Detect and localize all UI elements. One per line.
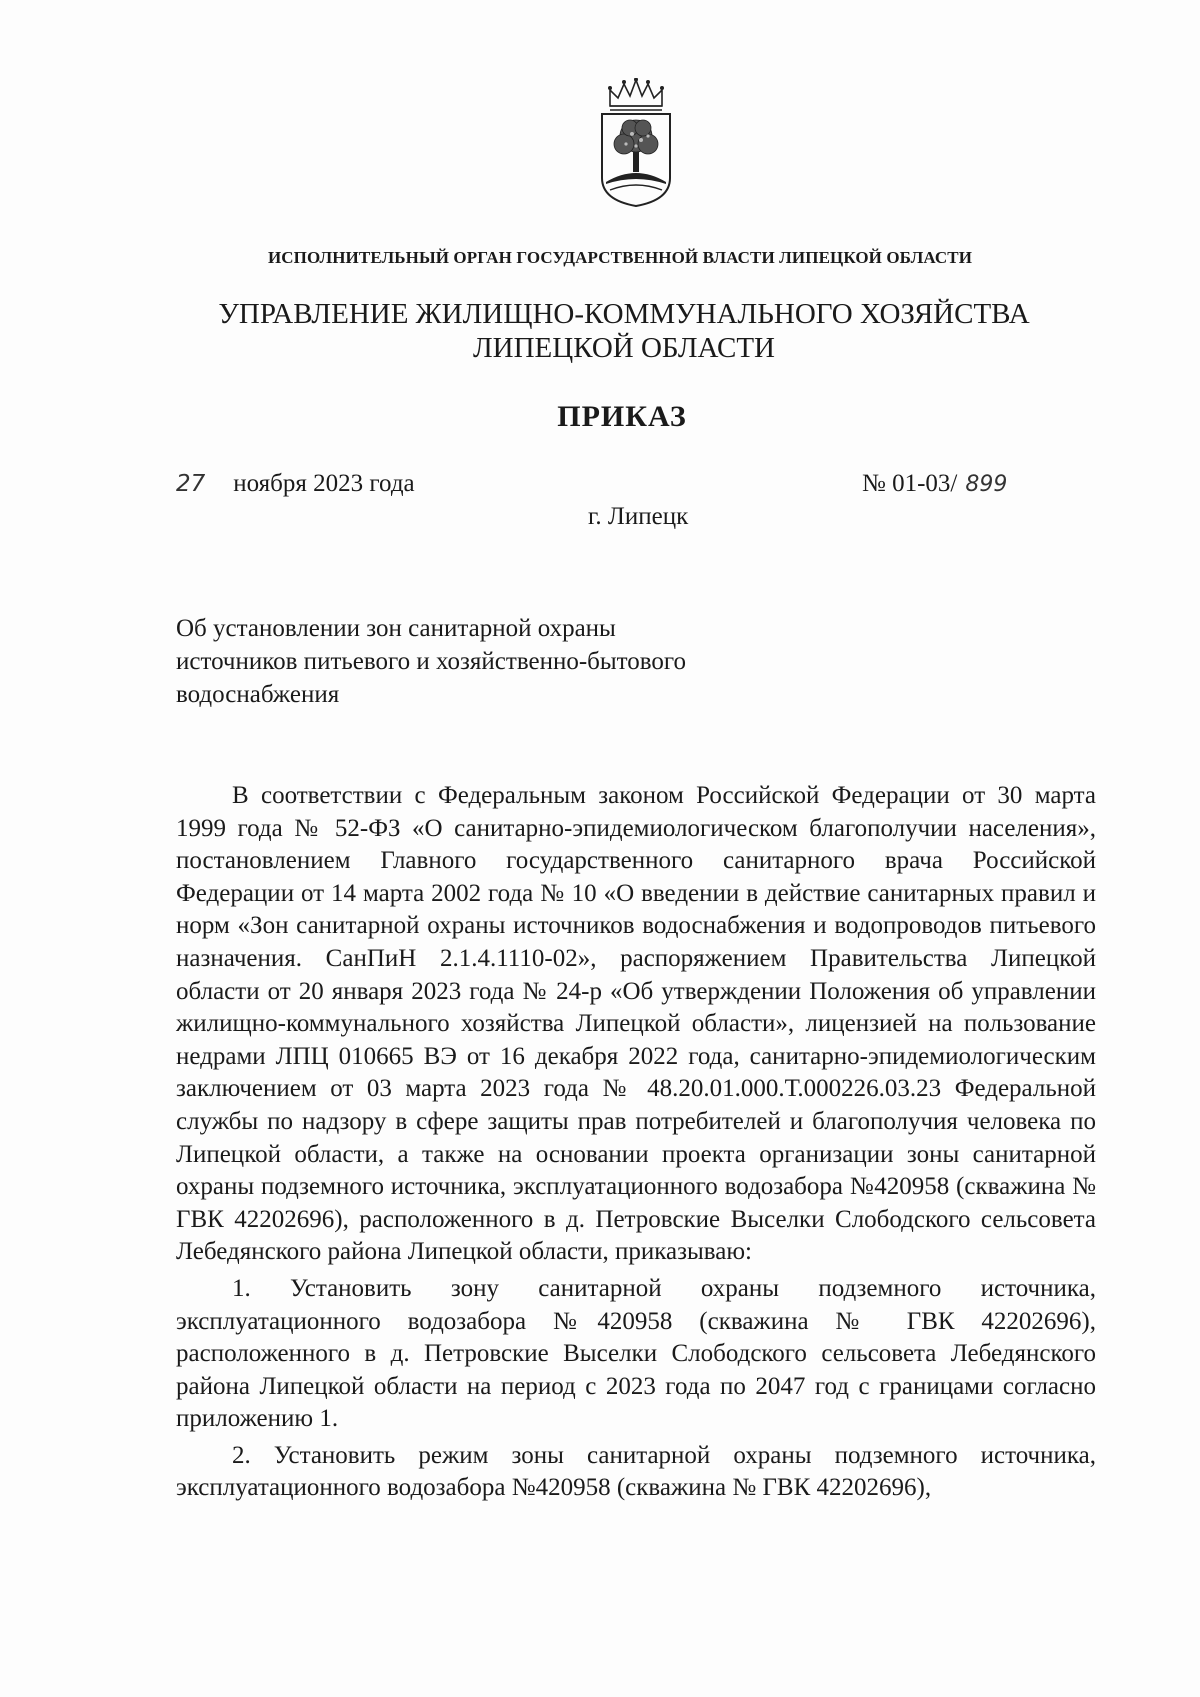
authority-name: ИСПОЛНИТЕЛЬНЫЙ ОРГАН ГОСУДАРСТВЕННОЙ ВЛАСТИ ЛИПЕЦКОЙ ОБЛАСТИ bbox=[267, 248, 973, 267]
body-item-1: 1. Установить зону санитарной охраны подземного источника, эксплуатационного водозабора №420958 (скважина № ГВК 42202696), расположенного в д. Петровские Выселки Слободского сельсовета Лебедянского района Липецкой области на период с 2023 года по 2047 год с границами согласно приложению 1. bbox=[176, 1274, 1096, 1433]
document-city: г. Липецк bbox=[588, 503, 689, 530]
subject-line-3: водоснабжения bbox=[176, 681, 340, 708]
document-number-prefix: № 01-03/ bbox=[862, 470, 958, 497]
document-body bbox=[176, 780, 1096, 1505]
body-item-2: 2. Установить режим зоны санитарной охраны подземного источника, эксплуатационного водозабора №420958 (скважина № ГВК 42202696), bbox=[176, 1441, 1096, 1502]
document-type-title: ПРИКАЗ bbox=[557, 400, 687, 433]
date-day-handwritten: 27 bbox=[176, 471, 206, 497]
organization-name bbox=[0, 297, 1200, 365]
coat-of-arms-icon bbox=[596, 78, 676, 208]
subject-line-2: источников питьевого и хозяйственно-бытового bbox=[176, 648, 687, 675]
document-number-handwritten: 899 bbox=[965, 472, 1008, 497]
organization-name-line-2: ЛИПЕЦКОЙ ОБЛАСТИ bbox=[472, 332, 775, 364]
document-subject bbox=[176, 612, 796, 711]
document-number bbox=[862, 470, 1007, 498]
date-month-year: ноября 2023 года bbox=[233, 470, 415, 497]
subject-line-1: Об установлении зон санитарной охраны bbox=[176, 615, 616, 642]
document-date bbox=[176, 470, 415, 498]
organization-name-line-1: УПРАВЛЕНИЕ ЖИЛИЩНО-КОММУНАЛЬНОГО ХОЗЯЙСТВА bbox=[218, 298, 1030, 330]
body-preamble: В соответствии с Федеральным законом Российской Федерации от 30 марта 1999 года № 52-ФЗ «О санитарно-эпидемиологическом благополучии населения», постановлением Главного государственного санитарного врача Российской Федерации от 14 марта 2002 года № 10 «О введении в действие санитарных правил и норм «Зон санитарной охраны источников водоснабжения и водопроводов питьевого назначения. СанПиН 2.1.4.1110-02», распоряжением Правительства Липецкой области от 20 января 2023 года № 24-р «Об утверждении Положения об управлении жилищно-коммунального хозяйства Липецкой области», лицензией на пользование недрами ЛПЦ 010665 ВЭ от 16 декабря 2022 года, санитарно-эпидемиологическим заключением от 03 марта 2023 года № 48.20.01.000.Т.000226.03.23 Федеральной службы по надзору в сфере защиты прав потребителей и благополучия человека по Липецкой области, а также на основании проекта организации зоны санитарной охраны подземного источника, эксплуатационного водозабора №420958 (скважина № ГВК 42202696), расположенного в д. Петровские Выселки Слободского сельсовета Лебедянского района Липецкой области, приказываю: bbox=[176, 782, 1096, 1266]
